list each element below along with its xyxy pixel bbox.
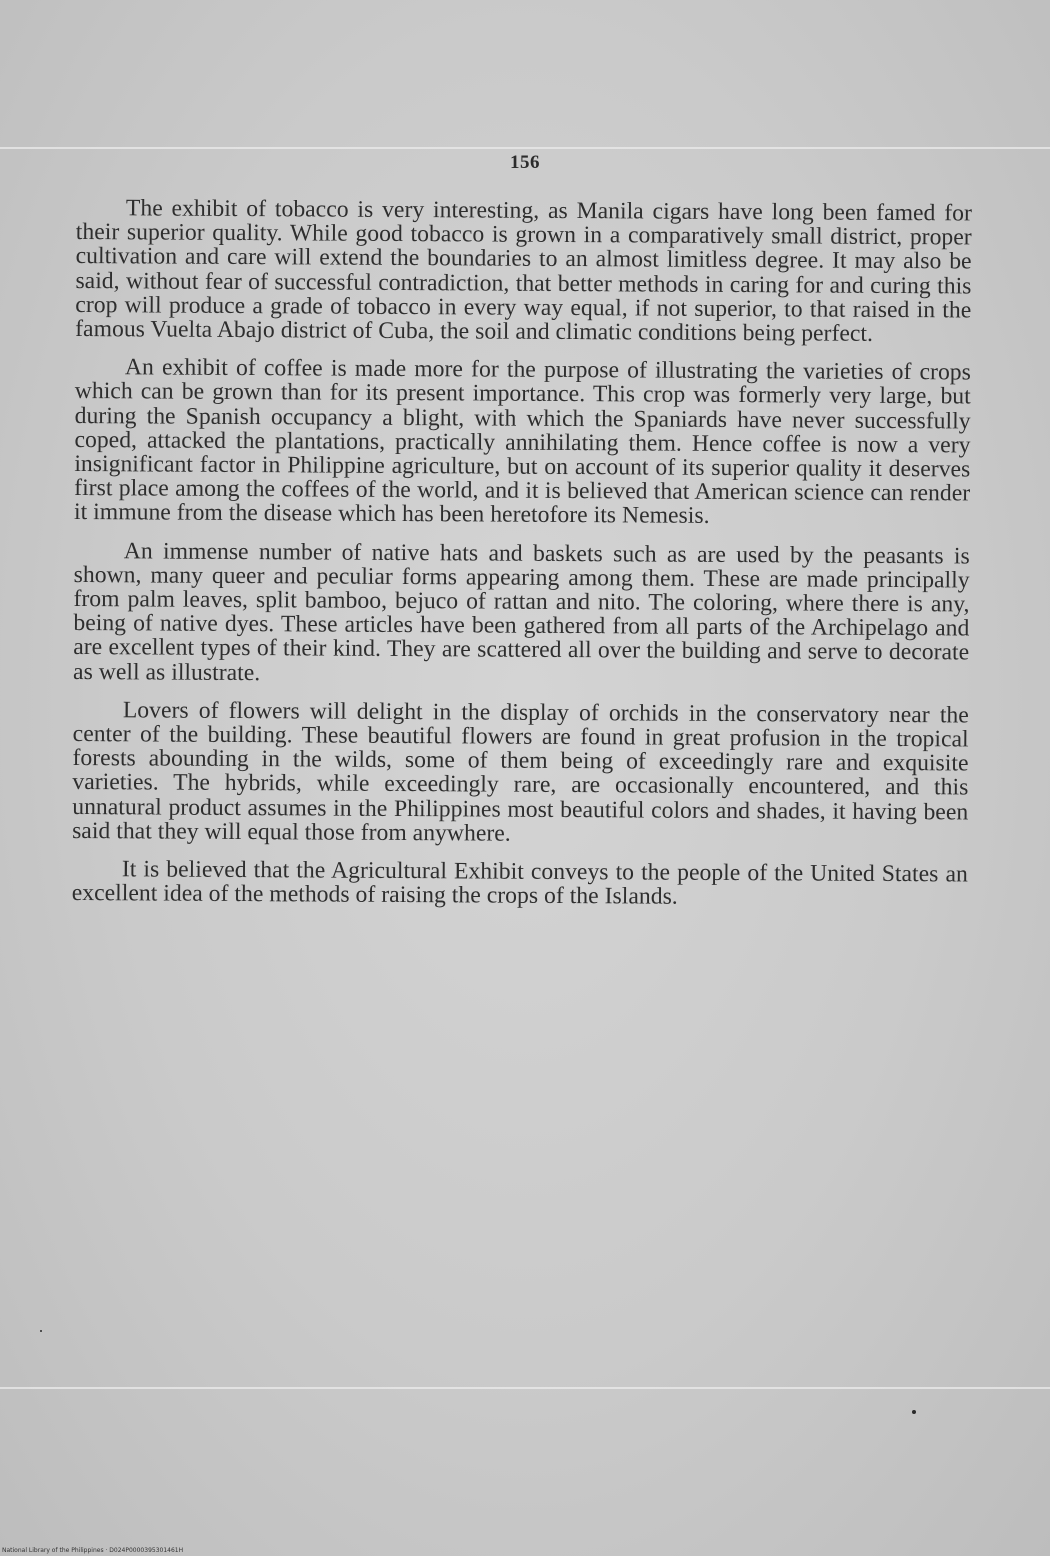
library-footer-stamp: National Library of the Philippines · D024P0000395301461H xyxy=(2,1547,184,1554)
paragraph-conclusion: It is believed that the Agricultural Exhibit conveys to the people of the United States an excellent idea of the methods of raising the crops of the Islands. xyxy=(71,856,968,910)
dust-speck xyxy=(912,1410,916,1414)
scan-fold-line-top xyxy=(0,147,1050,149)
paragraph-orchids: Lovers of flowers will delight in the display of orchids in the conservatory near the center of the building. These beautiful flowers are found in great profusion in the tropical forests abounding in the wilds, some of them being of exceedingly rare and exquisite varieties. The hybrids, while exceedingly rare, are occasionally encountered, and this unnatural product assumes in the Philippines most beautiful colors and shades, it having been said that they will equal those from anywhere. xyxy=(72,697,969,847)
scan-fold-line-bottom xyxy=(0,1387,1050,1389)
page-number: 156 xyxy=(510,152,540,173)
dust-speck xyxy=(40,1330,42,1332)
paragraph-hats-baskets: An immense number of native hats and baskets such as are used by the peasants is shown, many queer and peculiar forms appearing among them. These are made principally from palm leaves, split bamboo, bejuco of rattan and nito. The coloring, where there is any, being of native dyes. These articles have been gathered from all parts of the Archipelago and are excellent types of their kind. They are scattered all over the building and serve to decorate as well as illustrate. xyxy=(73,537,970,686)
page-body xyxy=(72,196,972,925)
paragraph-tobacco: The exhibit of tobacco is very interesting, as Manila cigars have long been famed for their superior quality. While good tobacco is grown in a comparatively small district, proper cultivation and care will extend the boundaries to an almost limitless degree. It may also be said, without fear of successful contradiction, that better methods in caring for and curing this crop will produce a grade of tobacco in every way equal, if not superior, to that raised in the famous Vuelta Abajo district of Cuba, the soil and climatic conditions being perfect. xyxy=(75,195,972,347)
paragraph-coffee: An exhibit of coffee is made more for the purpose of illustrating the varieties of crops which can be grown than for its present importance. This crop was formerly very large, but during the Spanish occupancy a blight, with which the Spaniards have never successfully coped, attacked the plantations, practically annihilating them. Hence coffee is now a very insignificant factor in Philippine agriculture, but on account of its superior quality it deserves first place among the coffees of the world, and it is believed that American science can render it immune from the disease which has been heretofore its Nemesis. xyxy=(73,354,972,530)
